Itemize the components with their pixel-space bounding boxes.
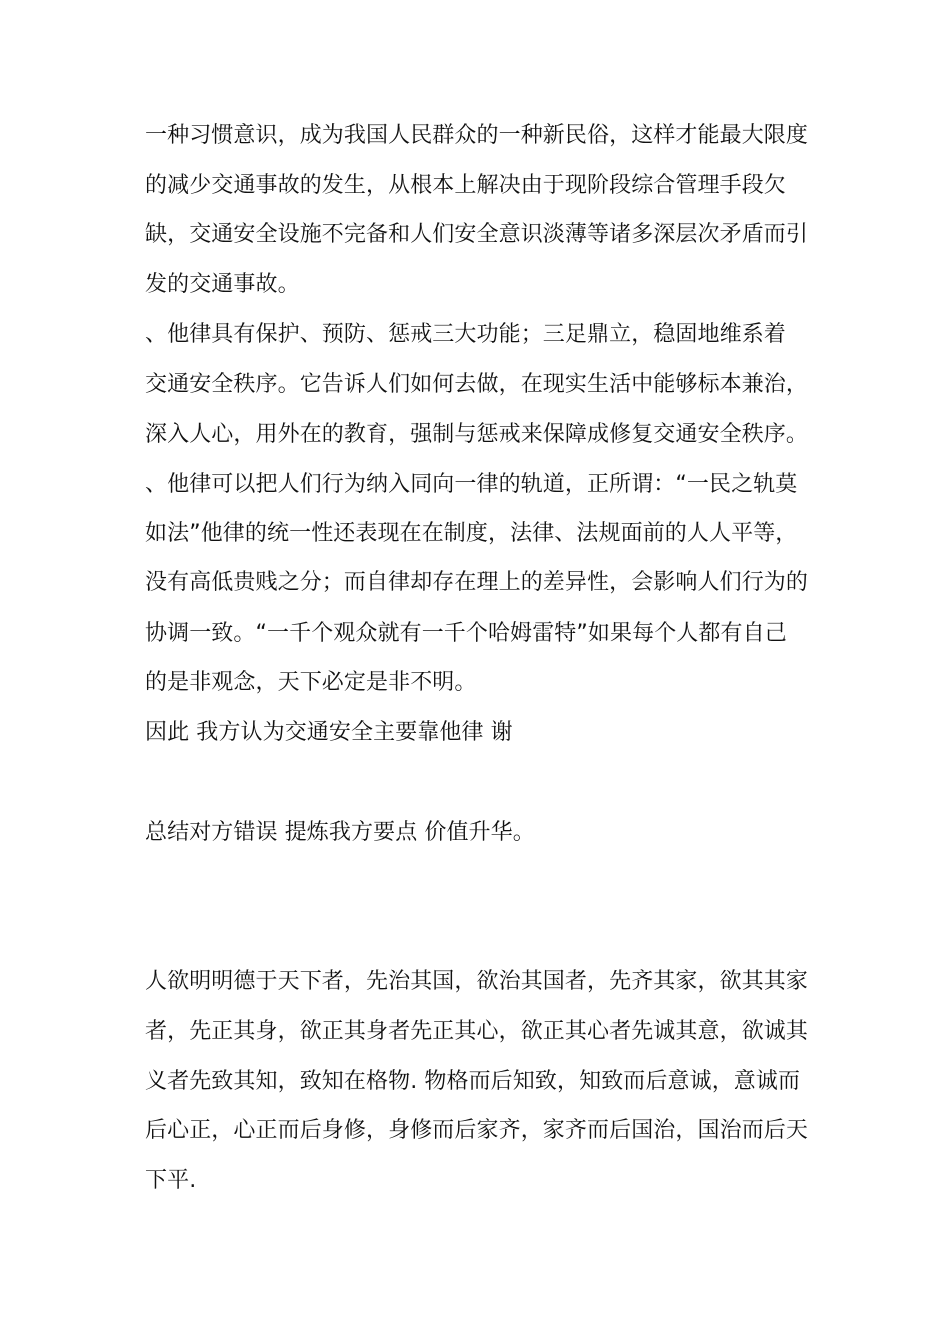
text-line-5: 、他律具有保护、预防、惩戒三大功能；三足鼎立，稳固地维系着 [145, 322, 786, 347]
text-line-1: 一种习惯意识，成为我国人民群众的一种新民俗，这样才能最大限度 [145, 123, 809, 148]
text-line-7: 深入人心，用外在的教育，强制与惩戒来保障成修复交通安全秩序。 [145, 422, 809, 447]
text-line-9: 如法”他律的统一性还表现在在制度，法律、法规面前的人人平等， [145, 521, 798, 546]
text-line-10: 没有高低贵贱之分；而自律却存在理上的差异性，会影响人们行为的 [145, 570, 809, 595]
quote-line-4: 后心正，心正而后身修，身修而后家齐，家齐而后国治，国治而后天 [145, 1118, 809, 1143]
text-line-6: 交通安全秩序。它告诉人们如何去做，在现实生活中能够标本兼治， [145, 372, 809, 397]
text-line-2: 的减少交通事故的发生，从根本上解决由于现阶段综合管理手段欠 [145, 173, 786, 198]
quote-line-1: 人欲明明德于天下者，先治其国，欲治其国者，先齐其家，欲其其家 [145, 969, 809, 994]
text-line-12: 的是非观念，天下必定是非不明。 [145, 670, 477, 695]
text-line-4: 发的交通事故。 [145, 272, 300, 297]
quote-line-3: 义者先致其知，致知在格物. 物格而后知致，知致而后意诚，意诚而 [145, 1069, 801, 1094]
conclusion-line: 因此 我方认为交通安全主要靠他律 谢 [145, 720, 513, 745]
text-line-8: 、他律可以把人们行为纳入同向一律的轨道，正所谓：“一民之轨莫 [145, 472, 798, 497]
quote-line-2: 者，先正其身，欲正其身者先正其心，欲正其心者先诚其意，欲诚其 [145, 1019, 809, 1044]
text-line-11: 协调一致。“一千个观众就有一千个哈姆雷特”如果每个人都有自己 [145, 621, 787, 646]
text-line-3: 缺，交通安全设施不完备和人们安全意识淡薄等诸多深层次矛盾而引 [145, 222, 809, 247]
quote-line-5: 下平. [145, 1168, 197, 1193]
summary-line: 总结对方错误 提炼我方要点 价值升华。 [145, 820, 535, 845]
